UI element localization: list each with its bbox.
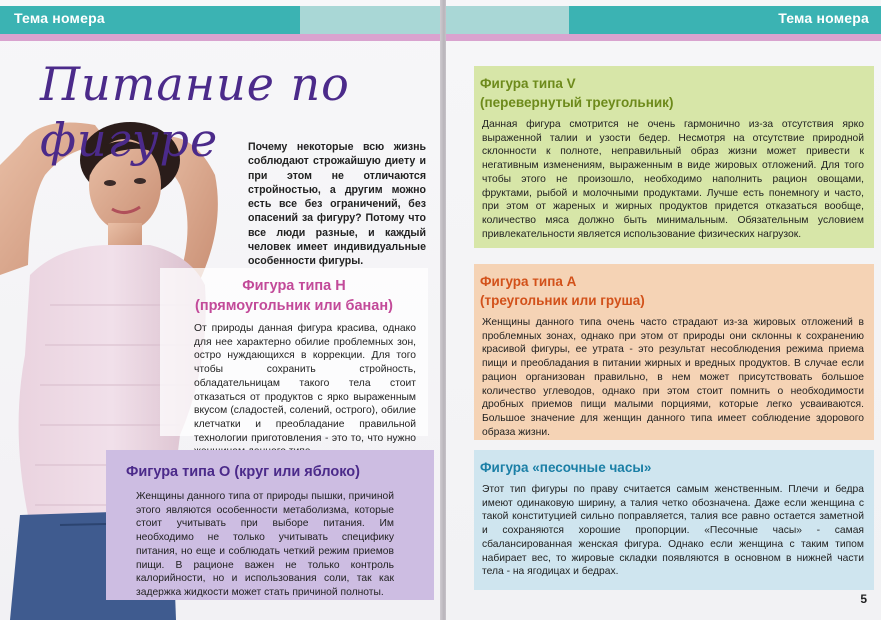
figure-h-heading	[160, 268, 428, 316]
figure-h-title: Фигура типа Н	[242, 278, 346, 294]
figure-a-box	[474, 264, 874, 440]
figure-hourglass-box	[474, 450, 874, 590]
figure-hourglass-heading: Фигура «песочные часы»	[480, 460, 652, 475]
figure-a-title: Фигура типа А	[480, 274, 577, 289]
figure-v-box	[474, 66, 874, 248]
figure-h-subtitle: (прямоугольник или банан)	[195, 298, 393, 314]
right-header-bar	[446, 0, 881, 40]
intro-text: Почему некоторые всю жизнь соблюдают строжайшую диету и при этом не отличаются стройностью, а другим можно есть все без ограничений, без опасений за фигуру? Потому что все люди разные, и каждый человек имеет индивидуальные особенности фигуры.	[248, 141, 426, 268]
figure-o-body: Женщины данного типа от природы пышки, причиной этого являются особенности метаболизма, которые стоит учитывать при выборе питания. Им необходимо не только учитывать специфику питания, но еще и соблюдать четкий режим приемов пищи. В рационе важен не только контроль калорийности, но и использования соли, так как задержка жидкости может стать причиной полноты.	[136, 491, 394, 598]
figure-o-box	[106, 450, 434, 600]
figure-v-body: Данная фигура смотрится не очень гармонично из-за отсутствия ярко выраженной талии и узости бедер. Несмотря на отсутствие природной склонности к полноте, неправильный образ жизни может привести к негативным изменениям, выраженным в виде жировых отложений. Для того чтобы этого не произошло, необходимо наполнить рацион овощами, фруктами, рыбой и молочными продуктами. Лучше есть понемногу и часто, при этом от жареных и жирных продуктов придется отказаться вообще, количество мяса должно быть минимальным. Обязательным условием привлекательности является использование физических нагрузок.	[482, 119, 864, 240]
figure-v-heading	[474, 66, 874, 112]
figure-a-subtitle: (треугольник или груша)	[480, 293, 645, 308]
figure-a-heading	[474, 264, 874, 310]
left-header-bar	[0, 0, 442, 40]
page-number: 5	[860, 592, 867, 606]
figure-o-heading: Фигура типа О (круг или яблоко)	[126, 464, 360, 480]
figure-h-body: От природы данная фигура красива, однако для нее характерно обилие проблемных зон, остро нуждающихся в коррекции. Для того чтобы сохранить стройность, обладательницам такого тела стоит отказаться от продуктов с ярко выраженным вкусом (сладостей, солений, острого), обилие клетчатки и преобладание правильной технологии приготовления - это то, что нужно	[194, 323, 416, 444]
figure-a-body: Женщины данного типа очень часто страдают из-за жировых отложений в проблемных зонах, однако при этом от природы они склонны к сохранению красивой фигуры, ее утрата - это результат несоблюдения режима приема пищи и преобладания в питании жирных и вредных продуктов. В случае если рацион организован правильно, в нем может присутствовать большое количество углеводов, однако при этом стоит помнить о необходимости дробных приемов пищи малыми порциями, которые легко усваиваются. Большое значение для женщин данного типа имеет соблюдение здорового образа жизни.	[482, 317, 864, 438]
section-label: Тема номера	[14, 10, 105, 26]
figure-h-box	[160, 268, 428, 444]
section-label: Тема номера	[778, 10, 869, 26]
figure-v-title: Фигура типа V	[480, 76, 576, 91]
figure-v-subtitle: (перевернутый треугольник)	[480, 95, 674, 110]
page-title: Питание по фигуре	[40, 57, 350, 167]
figure-hourglass-body: Этот тип фигуры по праву считается самым женственным. Плечи и бедра имеют одинаковую ширину, а талия четко обозначена. Даже если женщина с такой конституцией сильно поправляется, талия все равно остается заметной и сохраняются хорошие пропорции. «Песочные часы» - самая сбалансированная женская фигура. Однако если женщина с таким типом набирает вес, то жировые складки появляются в основном в нижней части тела - на ягодицах и бедрах.	[482, 484, 864, 578]
right-page	[446, 0, 881, 620]
